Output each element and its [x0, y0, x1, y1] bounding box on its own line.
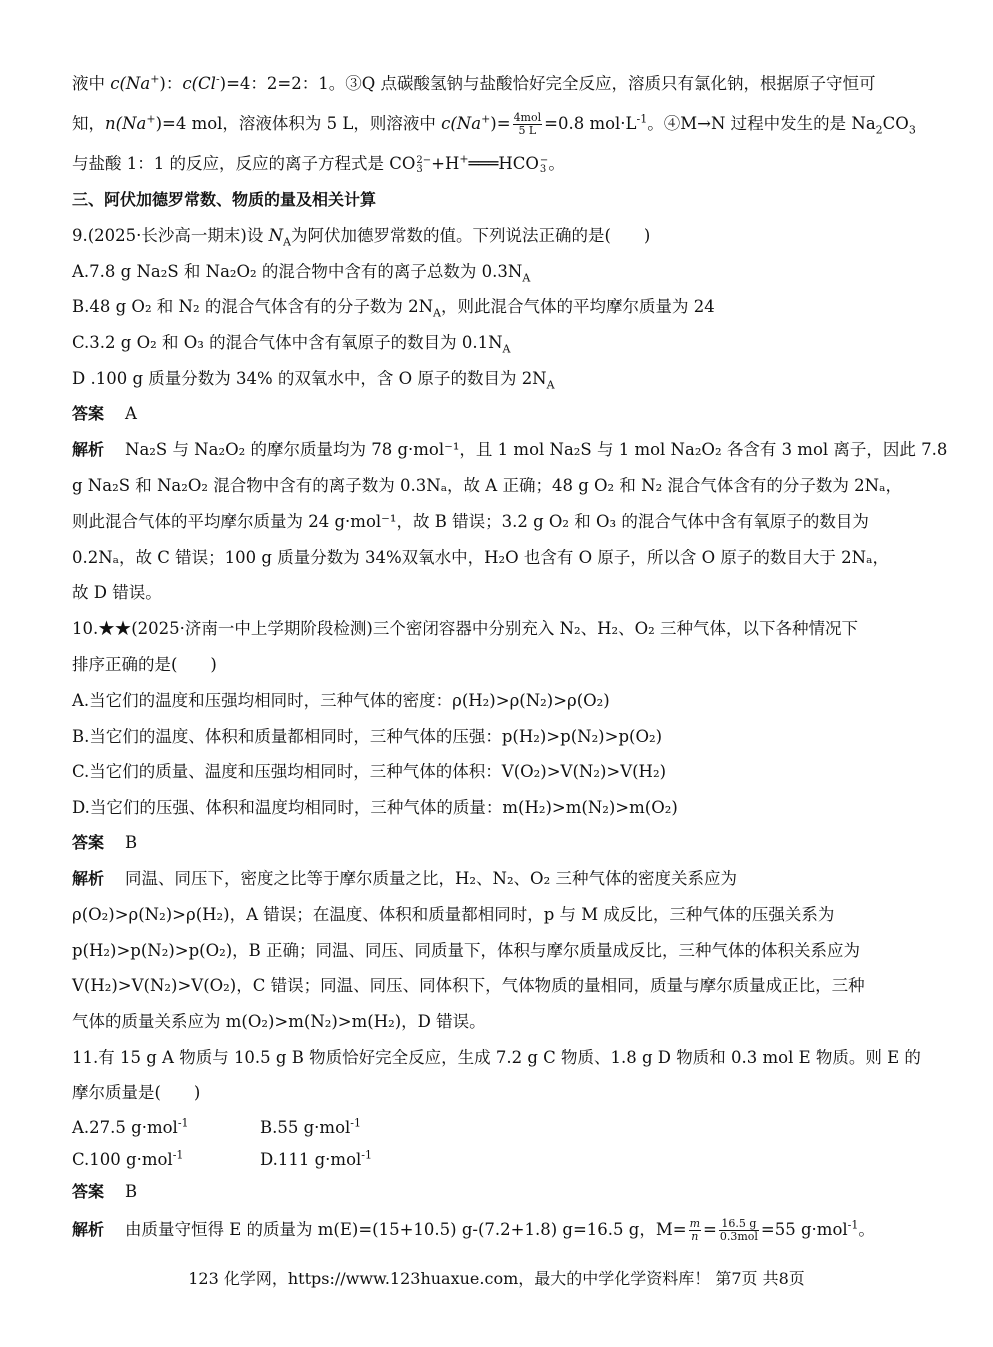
q11-option-a: A.27.5 g·mol [72, 1118, 178, 1137]
page-footer: 123 化学网，https://www.123huaxue.com，最大的中学化学资料库！ 第7页 共8页 [188, 1269, 805, 1288]
q11-stem-1: 11.有 15 g A 物质与 10.5 g B 物质恰好完全反应，生成 7.2 g C 物质、1.8 g D 物质和 0.3 mol E 物质。则 E 的 [72, 1048, 921, 1067]
q10-option-b: B.当它们的温度、体积和质量都相同时，三种气体的压强：p(H₂)>p(N₂)>p(O₂) [72, 727, 663, 746]
fraction: $\frac{\text{4mol}}{5 L}$ [513, 111, 542, 137]
q10-analysis-2: ρ(O₂)>ρ(N₂)>ρ(H₂)，A 错误；在温度、体积和质量都相同时，p 与 M 成反比，三种气体的压强关系为 [72, 905, 835, 924]
q9-analysis-4: 0.2Nₐ，故 C 错误；100 g 质量分数为 34%双氧水中，H₂O 也含有 O 原子，所以含 O 原子的数目大于 2Nₐ， [72, 548, 889, 567]
section-heading: 三、阿伏加德罗常数、物质的量及相关计算 [72, 190, 377, 209]
q9-option-a: A.7.8 g Na₂S 和 Na₂O₂ 的混合物中含有的离子总数为 $0.3N_A$ [72, 262, 531, 285]
fraction: $\frac{16.5 g}{\text{0.3mol}}$ [719, 1217, 758, 1243]
text-line-2: 知，n(Na+)=4 mol，溶液体积为 5 L，则溶液中 c(Na+)= $\frac{\text{4mol}}{5 L}$ =0.8 $mol\cdot L^{-1}$。④M→N 过程中发生的是 $Na_2CO_3$ [72, 111, 916, 137]
fraction: $\frac{m}{n}$ [689, 1217, 701, 1243]
q10-stem-2: 排序正确的是( ) [72, 655, 217, 674]
q9-option-d: D .100 g 质量分数为 34% 的双氧水中，含 O 原子的数目为 $2N_A$ [72, 369, 555, 392]
text-line-3: 与盐酸 1：1 的反应，反应的离子方程式是 CO 2− 3 +H+═══HCO − 3 。 [72, 152, 565, 175]
q9-analysis-5: 故 D 错误。 [72, 583, 162, 602]
q10-answer: 答案 B [72, 833, 138, 852]
q10-stem-1: 10.★★(2025·济南一中上学期阶段检测)三个密闭容器中分别充入 N₂、H₂、O₂ 三种气体，以下各种情况下 [72, 619, 859, 638]
q11-option-d: D.111 g·mol [260, 1150, 362, 1169]
q11-answer: 答案 B [72, 1182, 138, 1201]
q9-option-b: B.48 g O₂ 和 N₂ 的混合气体含有的分子数为 $2N_A$，则此混合气体的平均摩尔质量为 24 [72, 297, 715, 320]
q10-analysis-1: 解析 同温、同压下，密度之比等于摩尔质量之比，H₂、N₂、O₂ 三种气体的密度关系应为 [72, 869, 737, 888]
q11-option-c: C.100 g·mol [72, 1150, 173, 1169]
q9-answer: 答案 A [72, 404, 137, 423]
q10-option-d: D.当它们的压强、体积和温度均相同时，三种气体的质量：m(H₂)>m(N₂)>m(O₂) [72, 798, 678, 817]
ion-charge: − 3 [539, 154, 549, 175]
q10-analysis-5: 气体的质量关系应为 m(O₂)>m(N₂)>m(H₂)，D 错误。 [72, 1012, 486, 1031]
q11-option-b: B.55 g·mol [260, 1118, 351, 1137]
q9-analysis-1: 解析 Na₂S 与 Na₂O₂ 的摩尔质量均为 78 g·mol⁻¹，且 1 mol Na₂S 与 1 mol Na₂O₂ 各含有 3 mol 离子，因此 7.8 [72, 440, 948, 459]
q11-options-ab: A.27.5 g·mol$^{-1}$ B.55 g·mol$^{-1}$ [72, 1116, 361, 1137]
q10-analysis-3: p(H₂)>p(N₂)>p(O₂)，B 正确；同温、同压、同质量下，体积与摩尔质量成反比，三种气体的体积关系应为 [72, 941, 861, 960]
ion-charge: 2− 3 [416, 154, 432, 175]
text-line-1: 液中 c(Na+)：c(Cl-)=4：2=2：1。③Q 点碳酸氢钠与盐酸恰好完全反应，溶质只有氯化钠，根据原子守恒可 [72, 72, 876, 93]
q9-analysis-2: g Na₂S 和 Na₂O₂ 混合物中含有的离子数为 0.3Nₐ，故 A 正确；48 g O₂ 和 N₂ 混合气体含有的分子数为 2Nₐ， [72, 476, 902, 495]
q9-analysis-3: 则此混合气体的平均摩尔质量为 24 g·mol⁻¹，故 B 错误；3.2 g O₂ 和 O₃ 的混合气体中含有氧原子的数目为 [72, 512, 869, 531]
q11-stem-2: 摩尔质量是( ) [72, 1083, 201, 1102]
q11-options-cd: C.100 g·mol$^{-1}$ D.111 g·mol$^{-1}$ [72, 1148, 373, 1169]
q11-analysis: 解析 由质量守恒得 E 的质量为 m(E)=(15+10.5) g-(7.2+1.8) g=16.5 g，M= $\frac{m}{n}$ = $\frac{16.5 g}{\text{0.3mol}}$ =55 g·mol$^{-1}$。 [72, 1217, 875, 1243]
q9-option-c: C.3.2 g O₂ 和 O₃ 的混合气体中含有氧原子的数目为 $0.1N_A$ [72, 333, 511, 356]
q10-analysis-4: V(H₂)>V(N₂)>V(O₂)，C 错误；同温、同压、同体积下，气体物质的量相同，质量与摩尔质量成正比，三种 [72, 976, 865, 995]
q10-option-c: C.当它们的质量、温度和压强均相同时，三种气体的体积：V(O₂)>V(N₂)>V(H₂) [72, 762, 666, 781]
q9-stem: 9.(2025·长沙高一期末)设 $N_A$为阿伏加德罗常数的值。下列说法正确的是( ) [72, 226, 651, 249]
q10-option-a: A.当它们的温度和压强均相同时，三种气体的密度：ρ(H₂)>ρ(N₂)>ρ(O₂) [72, 691, 610, 710]
